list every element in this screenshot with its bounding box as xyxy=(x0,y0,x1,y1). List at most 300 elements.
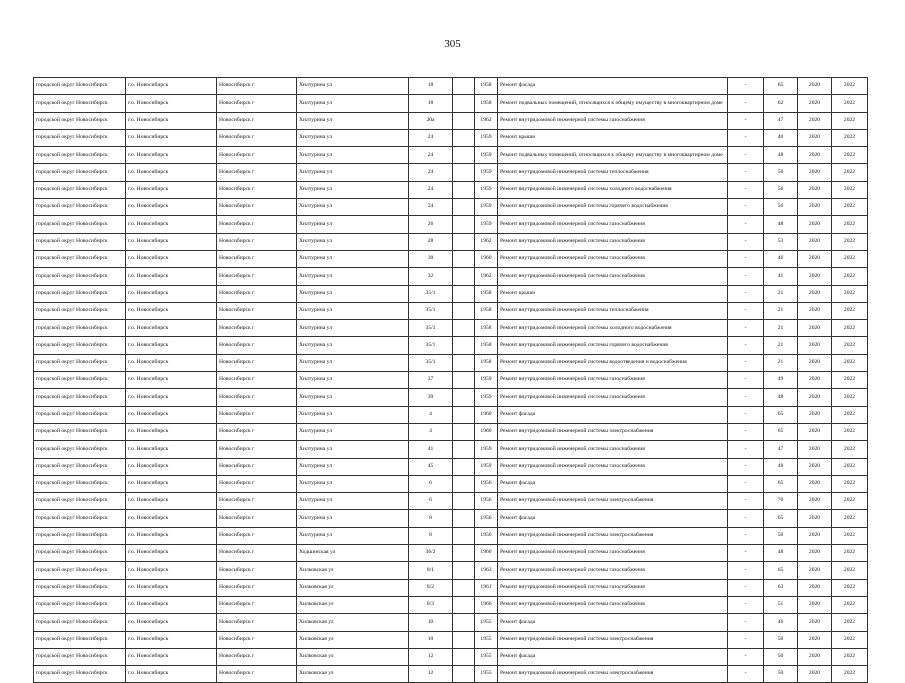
cell-end-year: 2022 xyxy=(832,78,868,95)
cell-street: Хилковская ул xyxy=(297,631,409,648)
cell-work-type: Ремонт фасада xyxy=(498,78,728,95)
cell-work-type: Ремонт внутридомовой инженерной системы водоотведения и водоснабжения xyxy=(498,354,728,371)
cell-municipality: городской округ Новосибирск xyxy=(34,475,126,492)
cell-start-year: 2020 xyxy=(798,285,832,302)
cell-start-year: 2020 xyxy=(798,648,832,665)
table-row xyxy=(34,475,868,492)
cell-blank-value: - xyxy=(728,545,764,562)
cell-building xyxy=(453,337,475,354)
cell-settlement: Новосибирск г xyxy=(217,164,297,181)
cell-settlement: Новосибирск г xyxy=(217,475,297,492)
cell-blank-value: - xyxy=(728,527,764,544)
table-row xyxy=(34,78,868,95)
cell-municipality: городской округ Новосибирск xyxy=(34,250,126,267)
cell-start-year: 2020 xyxy=(798,129,832,146)
cell-building xyxy=(453,181,475,198)
cell-street: Хилтурина ул xyxy=(297,216,409,233)
cell-building xyxy=(453,441,475,458)
cell-house-number: 8/3 xyxy=(409,596,453,613)
cell-street: Хилтурина ул xyxy=(297,250,409,267)
cell-work-type: Ремонт фасада xyxy=(498,475,728,492)
repair-registry-table xyxy=(33,77,868,683)
cell-blank-value: - xyxy=(728,320,764,337)
table-row xyxy=(34,354,868,371)
cell-street: Хилтурина ул xyxy=(297,423,409,440)
cell-house-number: 36/2 xyxy=(409,545,453,562)
cell-district: г.о. Новосибирск xyxy=(126,78,217,95)
table-row xyxy=(34,320,868,337)
cell-building xyxy=(453,112,475,129)
cell-settlement: Новосибирск г xyxy=(217,458,297,475)
cell-district: г.о. Новосибирск xyxy=(126,95,217,112)
cell-year-built: 1958 xyxy=(475,95,498,112)
cell-blank-value: - xyxy=(728,562,764,579)
cell-blank-value: - xyxy=(728,406,764,423)
cell-house-number: 12 xyxy=(409,666,453,683)
cell-settlement: Новосибирск г xyxy=(217,389,297,406)
cell-end-year: 2022 xyxy=(832,320,868,337)
cell-start-year: 2020 xyxy=(798,95,832,112)
cell-work-type: Ремонт внутридомовой инженерной системы газоснабжения xyxy=(498,458,728,475)
cell-house-number: 35/1 xyxy=(409,285,453,302)
cell-work-type: Ремонт фасада xyxy=(498,510,728,527)
cell-work-type: Ремонт внутридомовой инженерной системы газоснабжения xyxy=(498,545,728,562)
cell-service-life: 65 xyxy=(764,423,798,440)
cell-house-number: 32 xyxy=(409,268,453,285)
cell-municipality: городской округ Новосибирск xyxy=(34,199,126,216)
cell-municipality: городской округ Новосибирск xyxy=(34,164,126,181)
cell-district: г.о. Новосибирск xyxy=(126,320,217,337)
cell-work-type: Ремонт внутридомовой инженерной системы электроснабжения xyxy=(498,631,728,648)
cell-municipality: городской округ Новосибирск xyxy=(34,181,126,198)
cell-district: г.о. Новосибирск xyxy=(126,354,217,371)
cell-end-year: 2022 xyxy=(832,579,868,596)
table-row xyxy=(34,181,868,198)
cell-start-year: 2020 xyxy=(798,147,832,164)
cell-end-year: 2022 xyxy=(832,510,868,527)
cell-house-number: 24 xyxy=(409,199,453,216)
cell-street: Хилтурина ул xyxy=(297,320,409,337)
cell-municipality: городской округ Новосибирск xyxy=(34,302,126,319)
cell-municipality: городской округ Новосибирск xyxy=(34,389,126,406)
cell-house-number: 37 xyxy=(409,372,453,389)
cell-municipality: городской округ Новосибирск xyxy=(34,562,126,579)
cell-start-year: 2020 xyxy=(798,320,832,337)
cell-service-life: 65 xyxy=(764,406,798,423)
cell-settlement: Новосибирск г xyxy=(217,199,297,216)
cell-start-year: 2020 xyxy=(798,493,832,510)
cell-municipality: городской округ Новосибирск xyxy=(34,423,126,440)
table-row xyxy=(34,95,868,112)
cell-building xyxy=(453,78,475,95)
cell-street: Хилтурина ул xyxy=(297,510,409,527)
cell-street: Хилтурина ул xyxy=(297,372,409,389)
cell-service-life: 50 xyxy=(764,666,798,683)
cell-work-type: Ремонт подвальных помещений, относящихся к общему имуществу в многоквартирном доме xyxy=(498,95,728,112)
cell-building xyxy=(453,666,475,683)
cell-blank-value: - xyxy=(728,389,764,406)
cell-house-number: 6 xyxy=(409,493,453,510)
cell-house-number: 10 xyxy=(409,631,453,648)
cell-start-year: 2020 xyxy=(798,527,832,544)
cell-district: г.о. Новосибирск xyxy=(126,545,217,562)
cell-district: г.о. Новосибирск xyxy=(126,337,217,354)
cell-district: г.о. Новосибирск xyxy=(126,216,217,233)
cell-end-year: 2022 xyxy=(832,493,868,510)
cell-work-type: Ремонт внутридомовой инженерной системы газоснабжения xyxy=(498,233,728,250)
cell-service-life: 53 xyxy=(764,233,798,250)
cell-end-year: 2022 xyxy=(832,285,868,302)
cell-service-life: 56 xyxy=(764,199,798,216)
cell-municipality: городской округ Новосибирск xyxy=(34,545,126,562)
cell-work-type: Ремонт внутридомовой инженерной системы газоснабжения xyxy=(498,596,728,613)
cell-blank-value: - xyxy=(728,337,764,354)
table-row xyxy=(34,129,868,146)
cell-service-life: 46 xyxy=(764,250,798,267)
cell-blank-value: - xyxy=(728,78,764,95)
cell-building xyxy=(453,302,475,319)
cell-house-number: 41 xyxy=(409,441,453,458)
cell-house-number: 8 xyxy=(409,527,453,544)
cell-municipality: городской округ Новосибирск xyxy=(34,78,126,95)
cell-street: Хилтурина ул xyxy=(297,147,409,164)
cell-settlement: Новосибирск г xyxy=(217,562,297,579)
cell-year-built: 1958 xyxy=(475,337,498,354)
cell-house-number: 8/2 xyxy=(409,579,453,596)
cell-service-life: 65 xyxy=(764,510,798,527)
cell-start-year: 2020 xyxy=(798,268,832,285)
cell-end-year: 2022 xyxy=(832,147,868,164)
cell-district: г.о. Новосибирск xyxy=(126,527,217,544)
cell-service-life: 47 xyxy=(764,112,798,129)
cell-house-number: 8 xyxy=(409,510,453,527)
table-row xyxy=(34,648,868,665)
cell-year-built: 1958 xyxy=(475,78,498,95)
cell-building xyxy=(453,458,475,475)
cell-start-year: 2020 xyxy=(798,233,832,250)
cell-house-number: 4 xyxy=(409,423,453,440)
cell-start-year: 2020 xyxy=(798,545,832,562)
cell-work-type: Ремонт внутридомовой инженерной системы электроснабжения xyxy=(498,493,728,510)
cell-building xyxy=(453,285,475,302)
cell-year-built: 1958 xyxy=(475,285,498,302)
cell-start-year: 2020 xyxy=(798,372,832,389)
table-row xyxy=(34,112,868,129)
cell-street: Хилковская ул xyxy=(297,562,409,579)
cell-year-built: 1960 xyxy=(475,545,498,562)
cell-settlement: Новосибирск г xyxy=(217,112,297,129)
cell-house-number: 12 xyxy=(409,648,453,665)
table-row xyxy=(34,441,868,458)
cell-municipality: городской округ Новосибирск xyxy=(34,458,126,475)
table-row xyxy=(34,199,868,216)
page-number: 305 xyxy=(444,38,461,50)
cell-building xyxy=(453,562,475,579)
cell-settlement: Новосибирск г xyxy=(217,285,297,302)
table-row xyxy=(34,579,868,596)
cell-municipality: городской округ Новосибирск xyxy=(34,614,126,631)
cell-settlement: Новосибирск г xyxy=(217,648,297,665)
cell-year-built: 1959 xyxy=(475,129,498,146)
cell-end-year: 2022 xyxy=(832,372,868,389)
cell-house-number: 26 xyxy=(409,216,453,233)
cell-blank-value: - xyxy=(728,475,764,492)
cell-municipality: городской округ Новосибирск xyxy=(34,354,126,371)
cell-street: Хилковская ул xyxy=(297,648,409,665)
cell-house-number: 10 xyxy=(409,614,453,631)
cell-end-year: 2022 xyxy=(832,441,868,458)
cell-work-type: Ремонт внутридомовой инженерной системы газоснабжения xyxy=(498,216,728,233)
table-row xyxy=(34,423,868,440)
cell-year-built: 1961 xyxy=(475,579,498,596)
cell-settlement: Новосибирск г xyxy=(217,372,297,389)
cell-house-number: 35/1 xyxy=(409,354,453,371)
cell-building xyxy=(453,389,475,406)
cell-blank-value: - xyxy=(728,614,764,631)
cell-year-built: 1959 xyxy=(475,441,498,458)
cell-service-life: 50 xyxy=(764,648,798,665)
cell-street: Хилтурина ул xyxy=(297,302,409,319)
cell-blank-value: - xyxy=(728,579,764,596)
cell-service-life: 46 xyxy=(764,614,798,631)
cell-end-year: 2022 xyxy=(832,337,868,354)
cell-work-type: Ремонт внутридомовой инженерной системы электроснабжения xyxy=(498,666,728,683)
cell-municipality: городской округ Новосибирск xyxy=(34,441,126,458)
cell-work-type: Ремонт внутридомовой инженерной системы электроснабжения xyxy=(498,423,728,440)
cell-settlement: Новосибирск г xyxy=(217,216,297,233)
cell-end-year: 2022 xyxy=(832,216,868,233)
cell-municipality: городской округ Новосибирск xyxy=(34,648,126,665)
cell-service-life: 50 xyxy=(764,527,798,544)
cell-street: Хилтурина ул xyxy=(297,493,409,510)
cell-service-life: 40 xyxy=(764,129,798,146)
cell-municipality: городской округ Новосибирск xyxy=(34,337,126,354)
cell-year-built: 1956 xyxy=(475,527,498,544)
cell-blank-value: - xyxy=(728,147,764,164)
cell-start-year: 2020 xyxy=(798,666,832,683)
cell-start-year: 2020 xyxy=(798,389,832,406)
cell-end-year: 2022 xyxy=(832,112,868,129)
cell-house-number: 24 xyxy=(409,129,453,146)
cell-district: г.о. Новосибирск xyxy=(126,648,217,665)
cell-settlement: Новосибирск г xyxy=(217,233,297,250)
cell-building xyxy=(453,579,475,596)
cell-building xyxy=(453,199,475,216)
cell-street: Хилтурина ул xyxy=(297,458,409,475)
cell-settlement: Новосибирск г xyxy=(217,181,297,198)
cell-district: г.о. Новосибирск xyxy=(126,614,217,631)
cell-service-life: 70 xyxy=(764,493,798,510)
cell-building xyxy=(453,510,475,527)
cell-street: Хилтурина ул xyxy=(297,389,409,406)
cell-start-year: 2020 xyxy=(798,78,832,95)
cell-building xyxy=(453,372,475,389)
cell-municipality: городской округ Новосибирск xyxy=(34,493,126,510)
cell-street: Хилтурина ул xyxy=(297,164,409,181)
cell-start-year: 2020 xyxy=(798,441,832,458)
cell-year-built: 1958 xyxy=(475,354,498,371)
cell-start-year: 2020 xyxy=(798,354,832,371)
cell-service-life: 56 xyxy=(764,181,798,198)
cell-house-number: 39 xyxy=(409,389,453,406)
cell-municipality: городской округ Новосибирск xyxy=(34,372,126,389)
cell-work-type: Ремонт внутридомовой инженерной системы газоснабжения xyxy=(498,579,728,596)
cell-street: Хилтурина ул xyxy=(297,95,409,112)
cell-municipality: городской округ Новосибирск xyxy=(34,216,126,233)
cell-work-type: Ремонт внутридомовой инженерной системы газоснабжения xyxy=(498,389,728,406)
cell-work-type: Ремонт внутридомовой инженерной системы газоснабжения xyxy=(498,250,728,267)
cell-service-life: 63 xyxy=(764,579,798,596)
table-row xyxy=(34,596,868,613)
cell-district: г.о. Новосибирск xyxy=(126,406,217,423)
cell-year-built: 1963 xyxy=(475,562,498,579)
cell-work-type: Ремонт внутридомовой инженерной системы теплоснабжения xyxy=(498,302,728,319)
cell-street: Хилковская ул xyxy=(297,579,409,596)
cell-district: г.о. Новосибирск xyxy=(126,596,217,613)
cell-district: г.о. Новосибирск xyxy=(126,129,217,146)
cell-end-year: 2022 xyxy=(832,423,868,440)
cell-settlement: Новосибирск г xyxy=(217,596,297,613)
cell-work-type: Ремонт внутридомовой инженерной системы газоснабжения xyxy=(498,112,728,129)
cell-district: г.о. Новосибирск xyxy=(126,510,217,527)
cell-district: г.о. Новосибирск xyxy=(126,199,217,216)
cell-year-built: 1956 xyxy=(475,475,498,492)
cell-house-number: 35/1 xyxy=(409,337,453,354)
cell-district: г.о. Новосибирск xyxy=(126,285,217,302)
cell-start-year: 2020 xyxy=(798,579,832,596)
cell-blank-value: - xyxy=(728,250,764,267)
cell-year-built: 1958 xyxy=(475,320,498,337)
table-row xyxy=(34,147,868,164)
cell-work-type: Ремонт внутридомовой инженерной системы газоснабжения xyxy=(498,268,728,285)
cell-municipality: городской округ Новосибирск xyxy=(34,285,126,302)
table-row xyxy=(34,285,868,302)
cell-start-year: 2020 xyxy=(798,614,832,631)
cell-settlement: Новосибирск г xyxy=(217,493,297,510)
cell-street: Хилтурина ул xyxy=(297,233,409,250)
cell-blank-value: - xyxy=(728,216,764,233)
cell-street: Хилтурина ул xyxy=(297,337,409,354)
cell-district: г.о. Новосибирск xyxy=(126,562,217,579)
cell-district: г.о. Новосибирск xyxy=(126,423,217,440)
cell-house-number: 18 xyxy=(409,78,453,95)
cell-work-type: Ремонт внутридомовой инженерной системы газоснабжения xyxy=(498,441,728,458)
cell-settlement: Новосибирск г xyxy=(217,268,297,285)
cell-house-number: 18 xyxy=(409,95,453,112)
cell-year-built: 1959 xyxy=(475,216,498,233)
cell-street: Хилтурина ул xyxy=(297,354,409,371)
cell-start-year: 2020 xyxy=(798,199,832,216)
cell-end-year: 2022 xyxy=(832,199,868,216)
cell-work-type: Ремонт фасада xyxy=(498,614,728,631)
cell-street: Хилтурина ул xyxy=(297,441,409,458)
cell-blank-value: - xyxy=(728,441,764,458)
cell-blank-value: - xyxy=(728,181,764,198)
table-row xyxy=(34,216,868,233)
cell-municipality: городской округ Новосибирск xyxy=(34,268,126,285)
cell-blank-value: - xyxy=(728,285,764,302)
cell-building xyxy=(453,233,475,250)
cell-building xyxy=(453,250,475,267)
table-row xyxy=(34,233,868,250)
cell-settlement: Новосибирск г xyxy=(217,510,297,527)
cell-start-year: 2020 xyxy=(798,112,832,129)
cell-end-year: 2022 xyxy=(832,302,868,319)
cell-year-built: 1959 xyxy=(475,458,498,475)
cell-street: Хилтурина ул xyxy=(297,285,409,302)
cell-district: г.о. Новосибирск xyxy=(126,458,217,475)
cell-district: г.о. Новосибирск xyxy=(126,666,217,683)
cell-blank-value: - xyxy=(728,95,764,112)
cell-settlement: Новосибирск г xyxy=(217,545,297,562)
cell-municipality: городской округ Новосибирск xyxy=(34,147,126,164)
cell-year-built: 1959 xyxy=(475,147,498,164)
cell-building xyxy=(453,354,475,371)
cell-start-year: 2020 xyxy=(798,458,832,475)
cell-service-life: 21 xyxy=(764,320,798,337)
cell-district: г.о. Новосибирск xyxy=(126,579,217,596)
cell-year-built: 1956 xyxy=(475,493,498,510)
cell-settlement: Новосибирск г xyxy=(217,337,297,354)
cell-year-built: 1959 xyxy=(475,372,498,389)
cell-blank-value: - xyxy=(728,268,764,285)
cell-work-type: Ремонт внутридомовой инженерной системы горячего водоснабжения xyxy=(498,337,728,354)
cell-settlement: Новосибирск г xyxy=(217,250,297,267)
cell-year-built: 1962 xyxy=(475,233,498,250)
cell-start-year: 2020 xyxy=(798,337,832,354)
cell-year-built: 1955 xyxy=(475,666,498,683)
cell-settlement: Новосибирск г xyxy=(217,631,297,648)
cell-settlement: Новосибирск г xyxy=(217,579,297,596)
cell-end-year: 2022 xyxy=(832,631,868,648)
cell-end-year: 2022 xyxy=(832,95,868,112)
cell-settlement: Новосибирск г xyxy=(217,95,297,112)
cell-settlement: Новосибирск г xyxy=(217,147,297,164)
cell-end-year: 2022 xyxy=(832,527,868,544)
cell-start-year: 2020 xyxy=(798,510,832,527)
cell-district: г.о. Новосибирск xyxy=(126,493,217,510)
cell-settlement: Новосибирск г xyxy=(217,666,297,683)
cell-street: Хилтурина ул xyxy=(297,181,409,198)
cell-blank-value: - xyxy=(728,164,764,181)
cell-work-type: Ремонт крыши xyxy=(498,129,728,146)
table-row xyxy=(34,406,868,423)
cell-service-life: 51 xyxy=(764,596,798,613)
cell-settlement: Новосибирск г xyxy=(217,354,297,371)
cell-start-year: 2020 xyxy=(798,423,832,440)
cell-district: г.о. Новосибирск xyxy=(126,164,217,181)
cell-blank-value: - xyxy=(728,233,764,250)
cell-end-year: 2022 xyxy=(832,562,868,579)
cell-work-type: Ремонт внутридомовой инженерной системы газоснабжения xyxy=(498,562,728,579)
cell-service-life: 48 xyxy=(764,216,798,233)
cell-work-type: Ремонт внутридомовой инженерной системы электроснабжения xyxy=(498,527,728,544)
table-row xyxy=(34,302,868,319)
cell-street: Хилковская ул xyxy=(297,614,409,631)
cell-work-type: Ремонт крыши xyxy=(498,285,728,302)
cell-settlement: Новосибирск г xyxy=(217,527,297,544)
cell-blank-value: - xyxy=(728,372,764,389)
cell-year-built: 1962 xyxy=(475,268,498,285)
cell-service-life: 41 xyxy=(764,268,798,285)
cell-end-year: 2022 xyxy=(832,268,868,285)
cell-start-year: 2020 xyxy=(798,250,832,267)
cell-district: г.о. Новосибирск xyxy=(126,302,217,319)
cell-municipality: городской округ Новосибирск xyxy=(34,579,126,596)
cell-start-year: 2020 xyxy=(798,596,832,613)
cell-start-year: 2020 xyxy=(798,164,832,181)
cell-blank-value: - xyxy=(728,648,764,665)
